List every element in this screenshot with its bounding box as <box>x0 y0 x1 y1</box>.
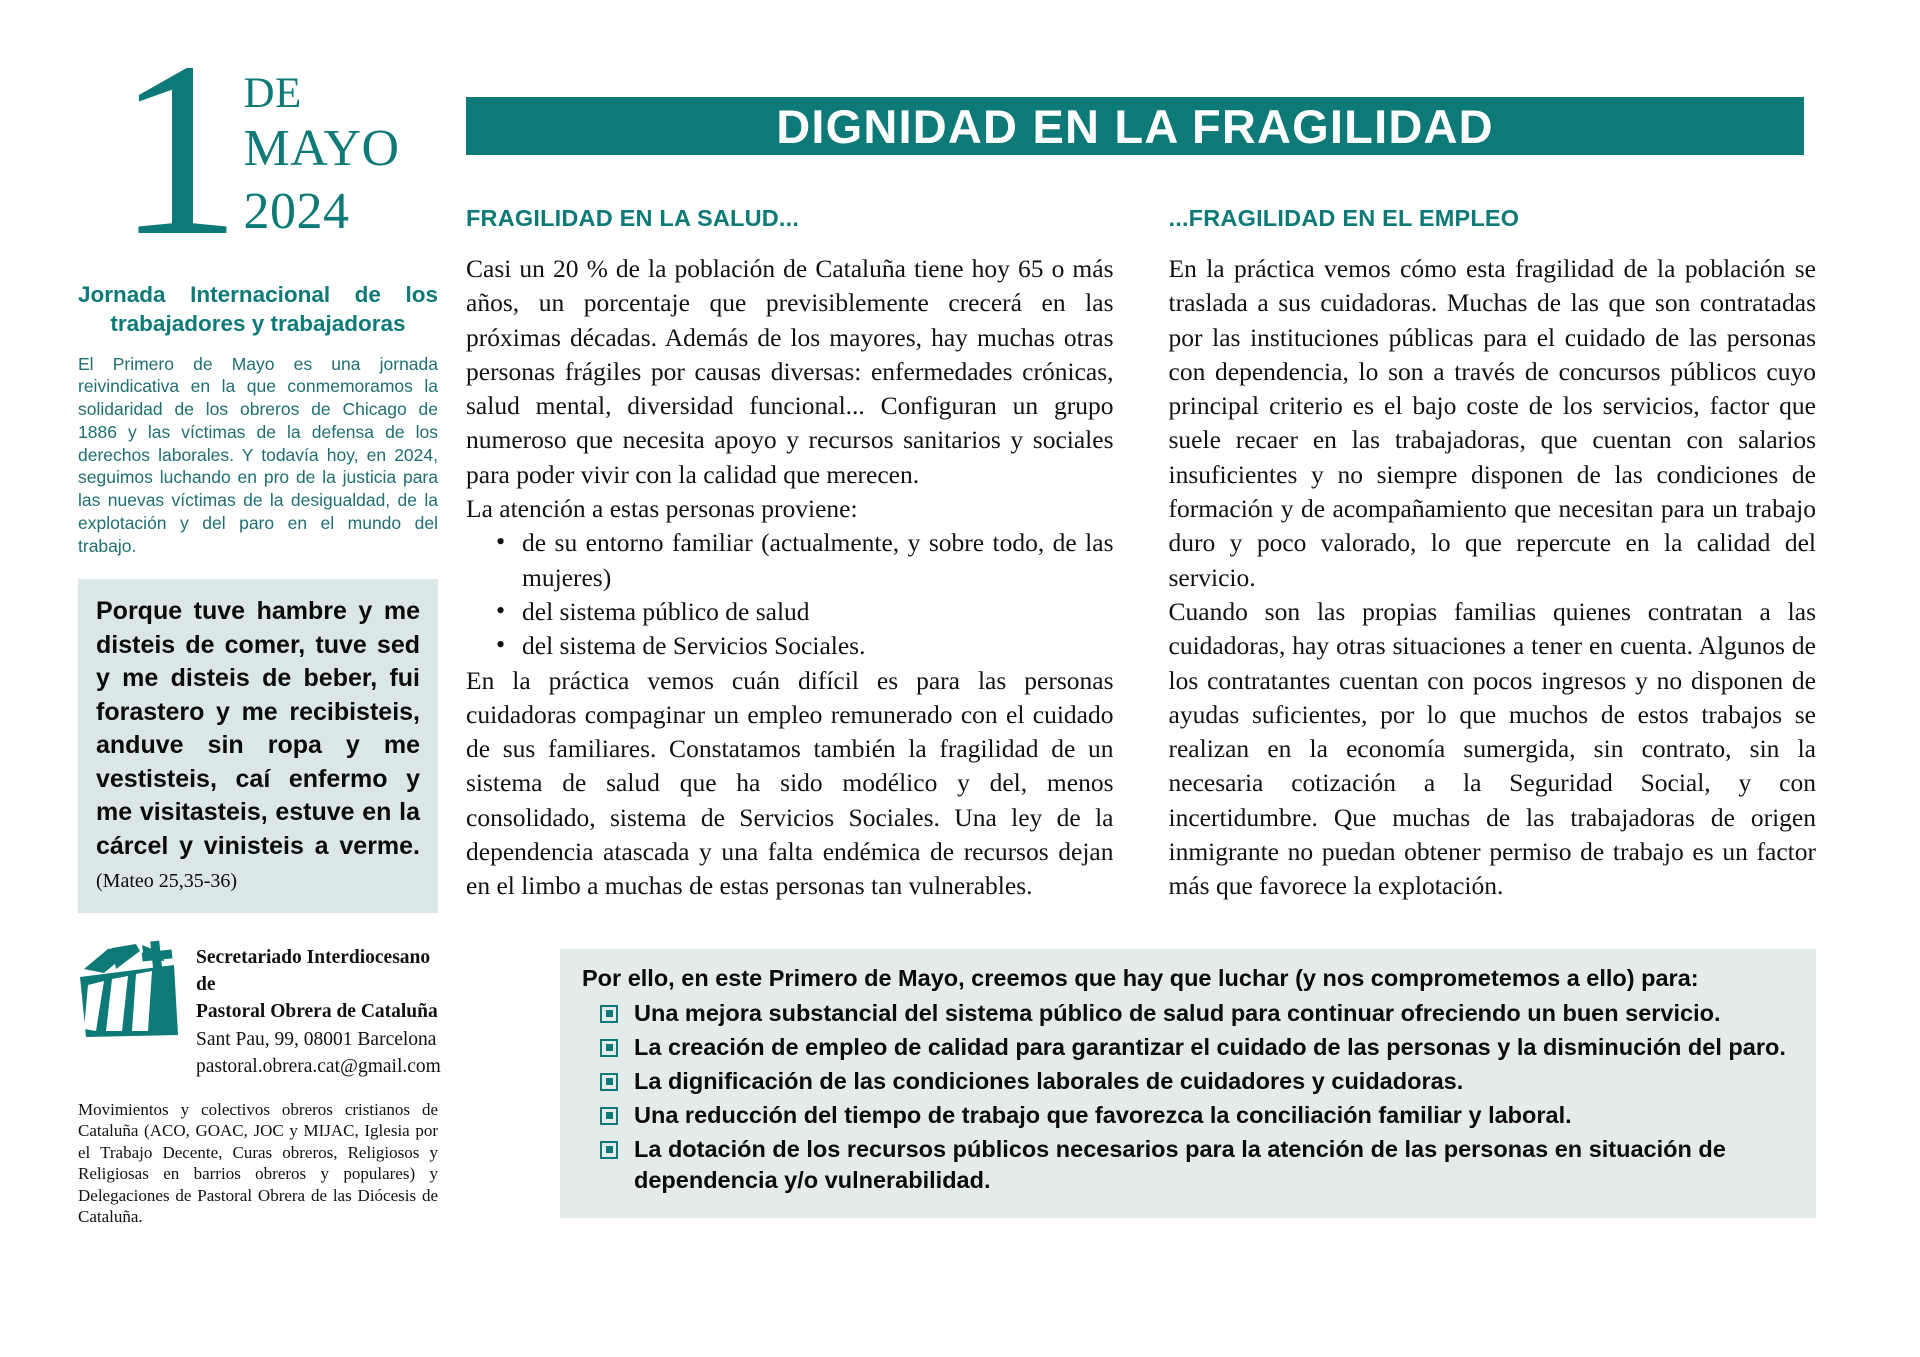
commitment-item-label: Una mejora substancial del sistema público de salud para continuar ofreciendo un buen servicio. <box>634 999 1721 1026</box>
checkbox-icon <box>600 1141 618 1159</box>
org-address: Sant Pau, 99, 08001 Barcelona <box>196 1028 437 1050</box>
logo-de: DE <box>243 70 302 117</box>
column-employment-heading: ...FRAGILIDAD EN EL EMPLEO <box>1168 205 1520 231</box>
organization-text <box>196 939 441 1081</box>
pastoral-obrera-logo-icon <box>78 939 182 1043</box>
organization-block <box>78 939 441 1081</box>
logo-date-stack <box>243 72 399 243</box>
checkbox-icon <box>600 1073 618 1091</box>
sidebar-subtitle: Jornada Internacional de los trabajadores y trabajadoras <box>78 282 438 336</box>
column-employment <box>1169 205 1817 904</box>
commitments-box <box>560 949 1816 1218</box>
org-name-line2: Pastoral Obrera de Cataluña <box>196 1000 438 1022</box>
column-health-paragraph-1: Casi un 20 % de la población de Cataluña tiene hoy 65 o más años, un porcentaje que previsiblemente crecerá en las próximas décadas. Además de los mayores, hay muchas otras personas frágiles por causas diversas: enfermedades crónicas, salud mental, diversidad funcional... Configuran un grupo numeroso que necesita apoyo y recursos sanitarios y sociales para poder vivir con la calidad que merecen. <box>466 254 1114 489</box>
quote-reference: (Mateo 25,35-36) <box>96 870 238 893</box>
commitment-item <box>582 997 1794 1031</box>
logo-mayo: MAYO <box>243 119 400 177</box>
column-health <box>466 205 1114 904</box>
commitments-list <box>582 997 1794 1199</box>
mayday-logo <box>78 11 438 288</box>
article-columns <box>466 205 1816 904</box>
bible-quote-box <box>78 579 438 913</box>
column-health-paragraph-2: La atención a estas personas proviene: <box>466 494 858 524</box>
commitment-item <box>582 1065 1794 1099</box>
bible-quote-text <box>96 595 420 897</box>
column-employment-paragraph-1: En la práctica vemos cómo esta fragilidad de la población se traslada a sus cuidadoras. Muchas de las que son contratadas por las instituciones públicas para el cuidado de las personas con dependencia, lo son a través de concursos públicos cuyo principal criterio es el bajo coste de los servicios, factor que suele recaer en las trabajadoras, que cuentan con salarios insuficientes y no siempre disponen de las condiciones de formación y de acompañamiento que necesitan para un trabajo duro y poco valorado, lo que repercute en la calidad del servicio. <box>1168 254 1816 592</box>
column-employment-paragraph-2: Cuando son las propias familias quienes contratan a las cuidadoras, hay otras situaciones a tener en cuenta. Algunos de los contratantes cuentan con pocos ingresos y no disponen de ayudas suficientes, por lo que muchos de estos trabajos se realizan en la economía sumergida, sin contrato, sin la necesaria cotización a la Seguridad Social, y con incertidumbre. Que muchas de las trabajadoras de origen inmigrante no puedan obtener permiso de trabajo es un factor más que favorece la explotación. <box>1168 596 1816 901</box>
commitment-item <box>582 1031 1794 1065</box>
sidebar <box>78 11 441 1227</box>
checkbox-icon <box>600 1107 618 1125</box>
checkbox-icon <box>600 1039 618 1057</box>
commitment-item-label: La dotación de los recursos públicos necesarios para la atención de las personas en situación de dependencia y/o vulnerabilidad. <box>634 1135 1726 1194</box>
commitment-item <box>582 1099 1794 1133</box>
header-banner <box>466 97 1804 155</box>
commitments-lead: Por ello, en este Primero de Mayo, creemos que hay que luchar (y nos comprometemos a ello) para: <box>582 965 1699 991</box>
list-item: • de su entorno familiar (actualmente, y sobre todo, de las mujeres) <box>500 526 1114 595</box>
commitment-item-label: Una reducción del tiempo de trabajo que favorezca la conciliación familiar y laboral. <box>634 1101 1572 1128</box>
column-health-bullet-list <box>466 526 1114 663</box>
sidebar-intro-paragraph: El Primero de Mayo es una jornada reivindicativa en la que conmemoramos la solidaridad de los obreros de Chicago de 1886 y las víctimas de la defensa de los derechos laborales. Y todavía hoy, en 2024, seguimos luchando en pro de la justicia para las nuevas víctimas de la desigualdad, de la explotación y del paro en el mundo del trabajo. <box>78 353 438 556</box>
checkbox-icon <box>600 1005 618 1023</box>
logo-numeral: 1 <box>116 11 234 288</box>
quote-body: Porque tuve hambre y me disteis de comer, tuve sed y me disteis de beber, fui forastero y me recibisteis, anduve sin ropa y me vestisteis, caí enfermo y me visitasteis, estuve en la cárcel y vinisteis a verme. <box>96 597 420 860</box>
list-item: • del sistema de Servicios Sociales. <box>500 629 1114 663</box>
column-health-heading: FRAGILIDAD EN LA SALUD... <box>466 205 800 231</box>
commitment-item-label: La dignificación de las condiciones laborales de cuidadores y cuidadoras. <box>634 1067 1464 1094</box>
logo-year: 2024 <box>243 182 350 240</box>
commitment-item-label: La creación de empleo de calidad para garantizar el cuidado de las personas y la disminución del paro. <box>634 1033 1786 1060</box>
column-health-paragraph-3: En la práctica vemos cuán difícil es para las personas cuidadoras compaginar un empleo remunerado con el cuidado de sus familiares. Constatamos también la fragilidad de un sistema de salud que ha sido modélico y del, menos consolidado, sistema de Servicios Sociales. Una ley de la dependencia atascada y una falta endémica de recursos dejan en el limbo a muchas de estas personas tan vulnerables. <box>466 665 1114 901</box>
org-name-line1: Secretariado Interdiocesano de <box>196 946 431 995</box>
page-title: DIGNIDAD EN LA FRAGILIDAD <box>776 99 1494 153</box>
list-item: • del sistema público de salud <box>500 595 1114 629</box>
org-email[interactable]: pastoral.obrera.cat@gmail.com <box>196 1056 441 1078</box>
commitment-item <box>582 1133 1794 1199</box>
sidebar-footnote: Movimientos y colectivos obreros cristianos de Cataluña (ACO, GOAC, JOC y MIJAC, Iglesia por el Trabajo Decente, Curas obreros, Religiosos y Religiosas en barrios obreros y populares) y Delegaciones de Pastoral Obrera de las Diócesis de Cataluña. <box>78 1099 438 1226</box>
